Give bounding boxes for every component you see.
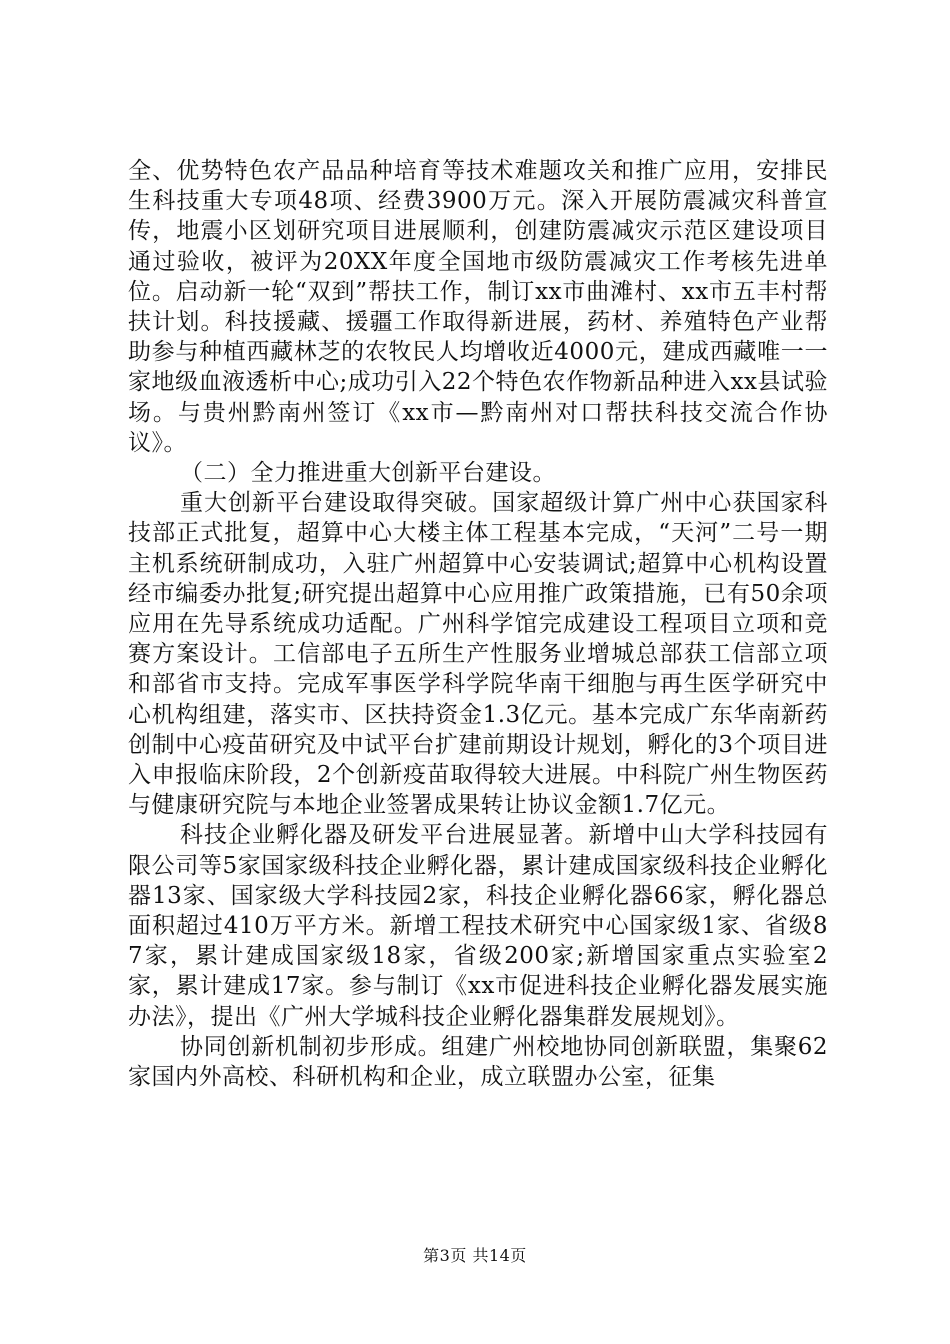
paragraph-4: 协同创新机制初步形成。组建广州校地协同创新联盟，集聚62家国内外高校、科研机构和企业，成立联盟办公室，征集 <box>128 1033 828 1091</box>
page-number-footer: 第3页 共14页 <box>423 1246 527 1265</box>
document-body <box>128 156 828 1092</box>
paragraph-3: 科技企业孵化器及研发平台进展显著。新增中山大学科技园有限公司等5家国家级科技企业孵化器，累计建成国家级科技企业孵化器13家、国家级大学科技园2家，科技企业孵化器66家，孵化器总面积超过410万平方米。新增工程技术研究中心国家级1家、省级87家，累计建成国家级18家，省级200家;新增国家重点实验室2家，累计建成17家。参与制订《xx市促进科技企业孵化器发展实施办法》，提出《广州大学城科技企业孵化器集群发展规划》。 <box>128 822 828 1030</box>
paragraph-1: 全、优势特色农产品品种培育等技术难题攻关和推广应用，安排民生科技重大专项48项、经费3900万元。深入开展防震减灾科普宣传，地震小区划研究项目进展顺利，创建防震减灾示范区建设项目通过验收，被评为20XX年度全国地市级防震减灾工作考核先进单位。启动新一轮“双到”帮扶工作，制订xx市曲滩村、xx市五丰村帮扶计划。科技援藏、援疆工作取得新进展，药材、养殖特色产业帮助参与种植西藏林芝的农牧民人均增收近4000元，建成西藏唯一一家地级血液透析中心;成功引入22个特色农作物新品种进入xx县试验场。与贵州黔南州签订《xx市—黔南州对口帮扶科技交流合作协议》。 <box>128 158 828 456</box>
section-heading: （二）全力推进重大创新平台建设。 <box>180 460 556 487</box>
paragraph-2: 重大创新平台建设取得突破。国家超级计算广州中心获国家科技部正式批复，超算中心大楼主体工程基本完成，“天河”二号一期主机系统研制成功，入驻广州超算中心安装调试;超算中心机构设置经市编委办批复;研究提出超算中心应用推广政策措施，已有50余项应用在先导系统成功适配。广州科学馆完成建设工程项目立项和竞赛方案设计。工信部电子五所生产性服务业增城总部获工信部立项和部省市支持。完成军事医学科学院华南干细胞与再生医学研究中心机构组建，落实市、区扶持资金1.3亿元。基本完成广东华南新药创制中心疫苗研究及中试平台扩建前期设计规划，孵化的3个项目进入申报临床阶段，2个创新疫苗取得较大进展。中科院广州生物医药与健康研究院与本地企业签署成果转让协议金额1.7亿元。 <box>128 490 828 819</box>
